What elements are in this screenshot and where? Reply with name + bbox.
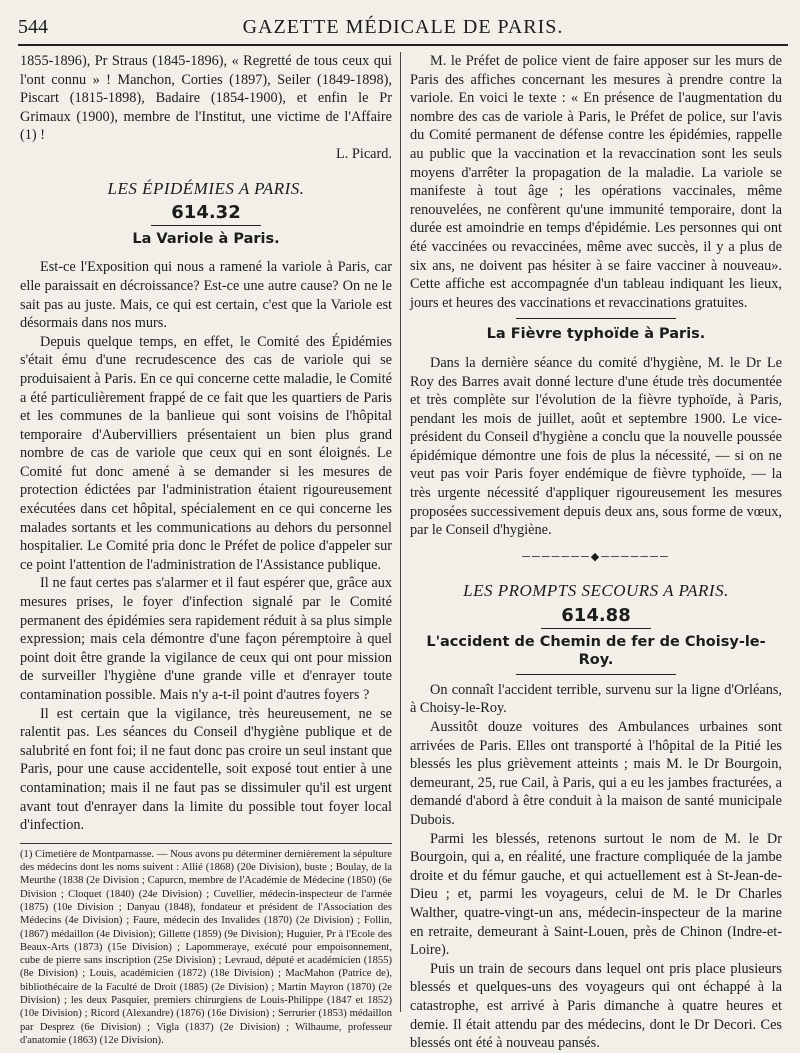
heading-rule <box>541 628 651 629</box>
section-heading-epidemics: LES ÉPIDÉMIES A PARIS. <box>107 178 305 198</box>
page-number: 544 <box>18 16 48 38</box>
author-signature: L. Picard. <box>336 145 392 162</box>
column-divider <box>400 52 401 1012</box>
article-title-accident: L'accident de Chemin de fer de Choisy-le-Roy. <box>426 633 766 669</box>
article-number: 614.88 <box>561 605 631 627</box>
paragraph: Aussitôt douze voitures des Ambulances urbaines sont arrivées de Paris. Elles ont transporté à l'hôpital de la Pitié les blessés les plus grièvement atteints ; mais M. le Dr Bourgoin, demeurant, 25, rue Cail, à Paris, qui a eu les jambes fracturées, a demandé d'abord à être conduit à la maison de santé municipale Dubois. <box>410 719 782 828</box>
article-title-typhoid: La Fièvre typhoïde à Paris. <box>486 326 706 343</box>
typhoid-paragraph: Dans la dernière séance du comité d'hygiène, M. le Dr Le Roy des Barres avait donné lecture d'une étude très documentée et très complète sur l'évolution de la fièvre typhoïde, à Paris, pendant les mois de juillet, août et septembre 1900. Le vice-président du Conseil d'hygiène a conclu que la nouvelle poussée épidémique démontre une fois de plus la nécessité, — si on ne veut pas voir Paris foyer endémique de fièvre typhoïde, — la très urgente nécessité d'appliquer rigoureusement les mesures proposées successivement depuis deux ans, sous forme de vœux, par le Conseil d'hygiène. <box>410 354 782 539</box>
obituary-intro: 1855-1896), Pr Straus (1845-1896), « Regretté de tous ceux qui l'ont connu » ! Manchon, Corties (1897), Seiler (1849-1898), Piscart (1815-1898), Badaire (1854-1900), et enfin le Pr Grimaux (1900), membre de l'Institut, une victime de l'Affaire (1) ! <box>20 53 392 144</box>
journal-title: GAZETTE MÉDICALE DE PARIS. <box>242 16 564 38</box>
ornament-divider: ───────◆─────── <box>522 550 670 563</box>
heading-rule <box>151 225 261 226</box>
right-column <box>410 52 782 1053</box>
title-underline <box>516 674 676 675</box>
paragraph: Depuis quelque temps, en effet, le Comité des Épidémies s'était ému d'une recrudescence des cas de variole qui se produisaient à Paris. En ce qui concerne cette maladie, le Comité a été particulièrement frappé de ce fait que les quartiers de Paris et les communes de la banlieue qui sont voisins de l'hôpital temporaire d'Aubervilliers présentaient un bien plus grand nombre de cas de variole que ceux qui en sont éloignés. Le Comité fut donc amené à se demander si les mesures de protection édictées par l'administration étaient rigoureusement exécutées dans cet hôpital, spécialement en ce qui concerne les malades sortants et les communications au dehors du personnel hospitalier. Le Comité pria donc le Préfet de police d'appeler sur ce point l'attention de l'administration de l'Assistance publique. <box>20 333 392 573</box>
section-heading-secours: LES PROMPTS SECOURS A PARIS. <box>463 581 729 601</box>
paragraph: Il ne faut certes pas s'alarmer et il faut espérer que, grâce aux mesures prises, le foyer d'infection signalé par le Comité permanent des épidémies sera rapidement réduit à sa plus simple expression; mais cela démontre d'une façon péremptoire à quel point doit être grande la vigilance de ceux qui ont pour mission de surveiller l'hygiène d'une grande ville et d'enrayer toute contamination possible. Mais n'y a-t-il point d'autres foyers ? <box>20 575 392 703</box>
separator-rule <box>516 318 676 319</box>
paragraph: Parmi les blessés, retenons surtout le nom de M. le Dr Bourgoin, qui a, en réalité, une fracture compliquée de la jambe droite et du fémur gauche, et qui actuellement est à St-Jean-de-Dieu ; et, parmi les voyageurs, celui de M. le Dr Charles Walther, quatre-vingt-un ans, médecin-inspecteur de la marine en retraite, demeurant à Saint-Louen, près de Chinon (Indre-et-Loire). <box>410 830 782 959</box>
prefect-notice-paragraph: M. le Préfet de police vient de faire apposer sur les murs de Paris des affiches concernant les mesures à prendre contre la variole. En voici le texte : « En présence de l'augmentation du nombre des cas de variole à Paris, le Préfet de police, sur l'avis du Comité permanent de défense contre les épidémies, rappelle au public que la vaccination et la revaccination sont les seuls moyens d'arrêter la propagation de la maladie. La variole se manifeste à tout âge ; les opérations vaccinales, même renouvelées, ne confèrent qu'une immunité temporaire, dont la durée est amoindrie en temps d'épidémie. Les personnes qui ont été vaccinées ou revaccinées, même avec succès, il y a plus de six ans, ne doivent pas hésiter à se faire vacciner à nouveau». Cette affiche est accompagnée d'un tableau indiquant les lieux, jours et heures des vaccinations et revaccinations gratuites. <box>410 53 782 311</box>
article-title-variole: La Variole à Paris. <box>132 230 280 247</box>
footnote-text: (1) Cimetière de Montparnasse. — Nous avons pu déterminer dernièrement la sépulture des médecins dont les noms suivent : Allié (1868) (20e Division), buste ; Boulay, de la Meurthe (1838 (2e Division ; Capurcn, membre de l'Académie de Médecine (1850) (6e Division ; Cloquet (1840) (24e Division) ; Cuvellier, médecin-inspecteur de l'armée (1875) (10e Division ; Danyau (1848), fondateur et président de l'Association des Médecins (4e Division) ; Faure, médecin des Invalides (1870) (2e Division) ; Follin, (1867) médaillon (4e Division); Gillette (1859) (9e Division); Huguier, Pr à l'Ecole des Beaux-Arts (1873) (15e Division) ; Lapommeraye, exécuté pour empoisonnement, cube de pierre sans inscription (25e Division) ; Levraud, député et académicien (1855) (8e Division) ; Louis, académicien (1872) (18e Division) ; MacMahon (Patrice de), bibliothécaire de la Faculté de Droit (1885) (2e Division) ; Martin Mayron (1870) (2e Division) ; les deux Pasquier, premiers chirurgiens de Louis-Philippe (1847 et 1852) (10e Division) ; Ricord (Alexandre) (1876) (16e Division) ; Serrurier (1853) médaillon par Desprez (6e Division) ; Vigla (1837) (2e Division) ; Wilhaume, professeur d'anatomie (1863) (12e Division). <box>20 848 392 1046</box>
paragraph: Il est certain que la vigilance, très heureusement, ne se ralentit pas. Les séances du Conseil d'hygiène publique et de salubrité en font foi; il ne faut donc pas croire un seul instant que Paris, pour une cause accidentelle, soit exposé tout entier à une contamination; mais il ne faut pas se dissimuler qu'il est urgent avant tout d'enrayer dans la limite du possible tout foyer local d'infection. <box>20 705 393 834</box>
page-header <box>18 10 788 46</box>
article-number: 614.32 <box>171 202 241 224</box>
left-column <box>20 52 392 1047</box>
paragraph: Est-ce l'Exposition qui nous a ramené la variole à Paris, car elle paraissait en décroissance? Est-ce une autre cause? On ne le sait pas au juste. Mais, ce qui est certain, c'est que la Variole est désormais dans nos murs. <box>20 259 392 332</box>
paragraph: Puis un train de secours dans lequel ont pris place plusieurs blessés et quelques-uns des voyageurs qui ont échappé à la catastrophe, est arrivé à Paris dimanche à quatre heures et demie. Il était attendu par des médecins, dont le Dr Decori. Ces blessés ont été à nouveau pansés. <box>410 960 782 1052</box>
footnote <box>20 843 392 1047</box>
paragraph: On connaît l'accident terrible, survenu sur la ligne d'Orléans, à Choisy-le-Roy. <box>410 681 782 717</box>
